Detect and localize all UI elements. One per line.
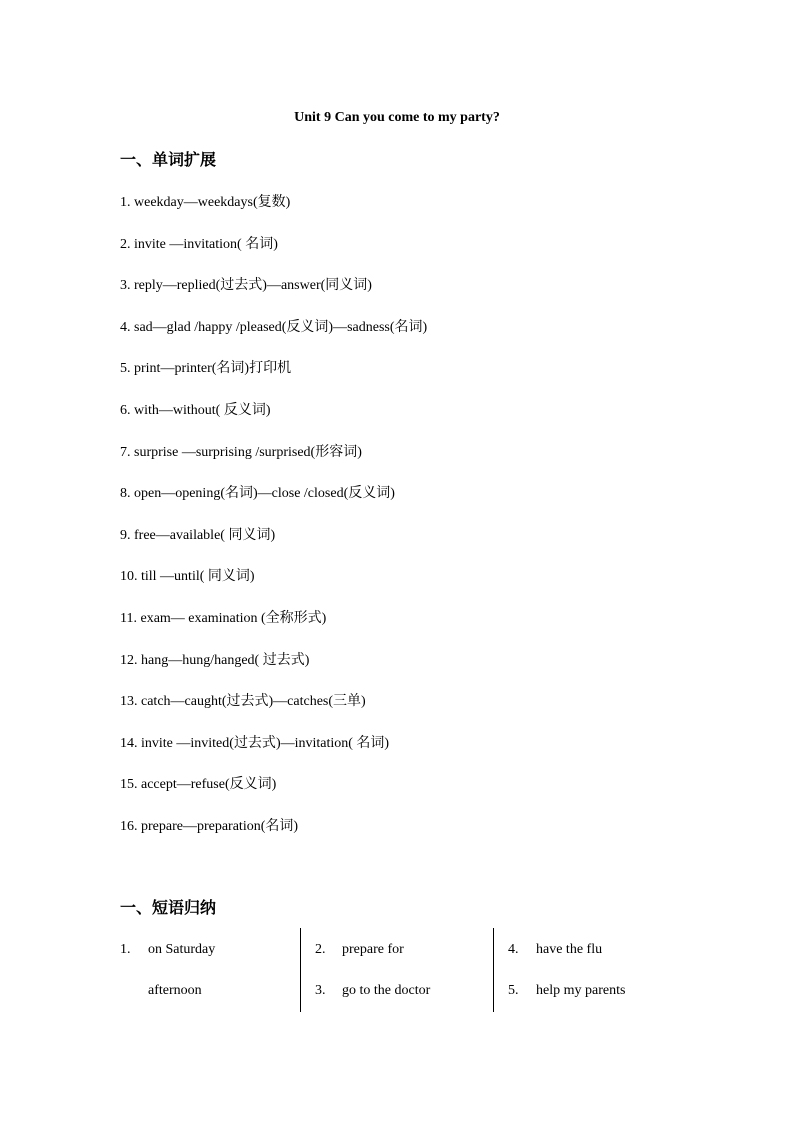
list-item: 5. print—printer(名词)打印机 [120,360,292,377]
phrase-text: go to the doctor [342,983,431,998]
phrase-text: have the flu [536,942,603,957]
list-item: 12. hang—hung/hanged( 过去式) [120,651,310,668]
phrase-number: 5. [508,983,519,998]
phrase-text: afternoon [148,983,202,998]
list-item: 14. invite —invited(过去式)—invitation( 名词) [120,734,390,751]
phrase-text: prepare for [342,942,404,957]
phrase-column-2 [300,928,494,1012]
list-item: 11. exam— examination (全称形式) [120,609,327,626]
list-item: 7. surprise —surprising /surprised(形容词) [120,443,362,460]
list-item: 16. prepare—preparation(名词) [120,817,299,834]
phrase-column-3 [493,928,681,1012]
list-item: 6. with—without( 反义词) [120,401,271,418]
list-item: 10. till —until( 同义词) [120,568,255,585]
phrase-number: 1. [120,942,131,957]
section-heading-vocabulary: 一、单词扩展 [120,150,217,169]
list-item: 13. catch—caught(过去式)—catches(三单) [120,693,366,710]
list-item: 1. weekday—weekdays(复数) [120,194,291,210]
list-item: 8. open—opening(名词)—close /closed(反义词) [120,485,395,502]
phrase-number: 2. [315,942,326,957]
phrase-text: help my parents [536,983,626,998]
list-item: 15. accept—refuse(反义词) [120,776,277,793]
list-item: 9. free—available( 同义词) [120,526,276,543]
phrase-number: 3. [315,983,326,998]
list-item: 3. reply—replied(过去式)—answer(同义词) [120,277,372,294]
phrase-table [120,928,680,1012]
list-item: 4. sad—glad /happy /pleased(反义词)—sadness(名词) [120,318,428,335]
phrase-text: on Saturday [148,942,216,957]
list-item: 2. invite —invitation( 名词) [120,235,278,252]
phrase-number: 4. [508,942,519,957]
section-heading-phrases: 一、短语归纳 [120,898,217,917]
vocabulary-list [120,190,427,856]
document-title: Unit 9 Can you come to my party? [294,110,500,125]
phrase-column-1 [120,928,300,1012]
